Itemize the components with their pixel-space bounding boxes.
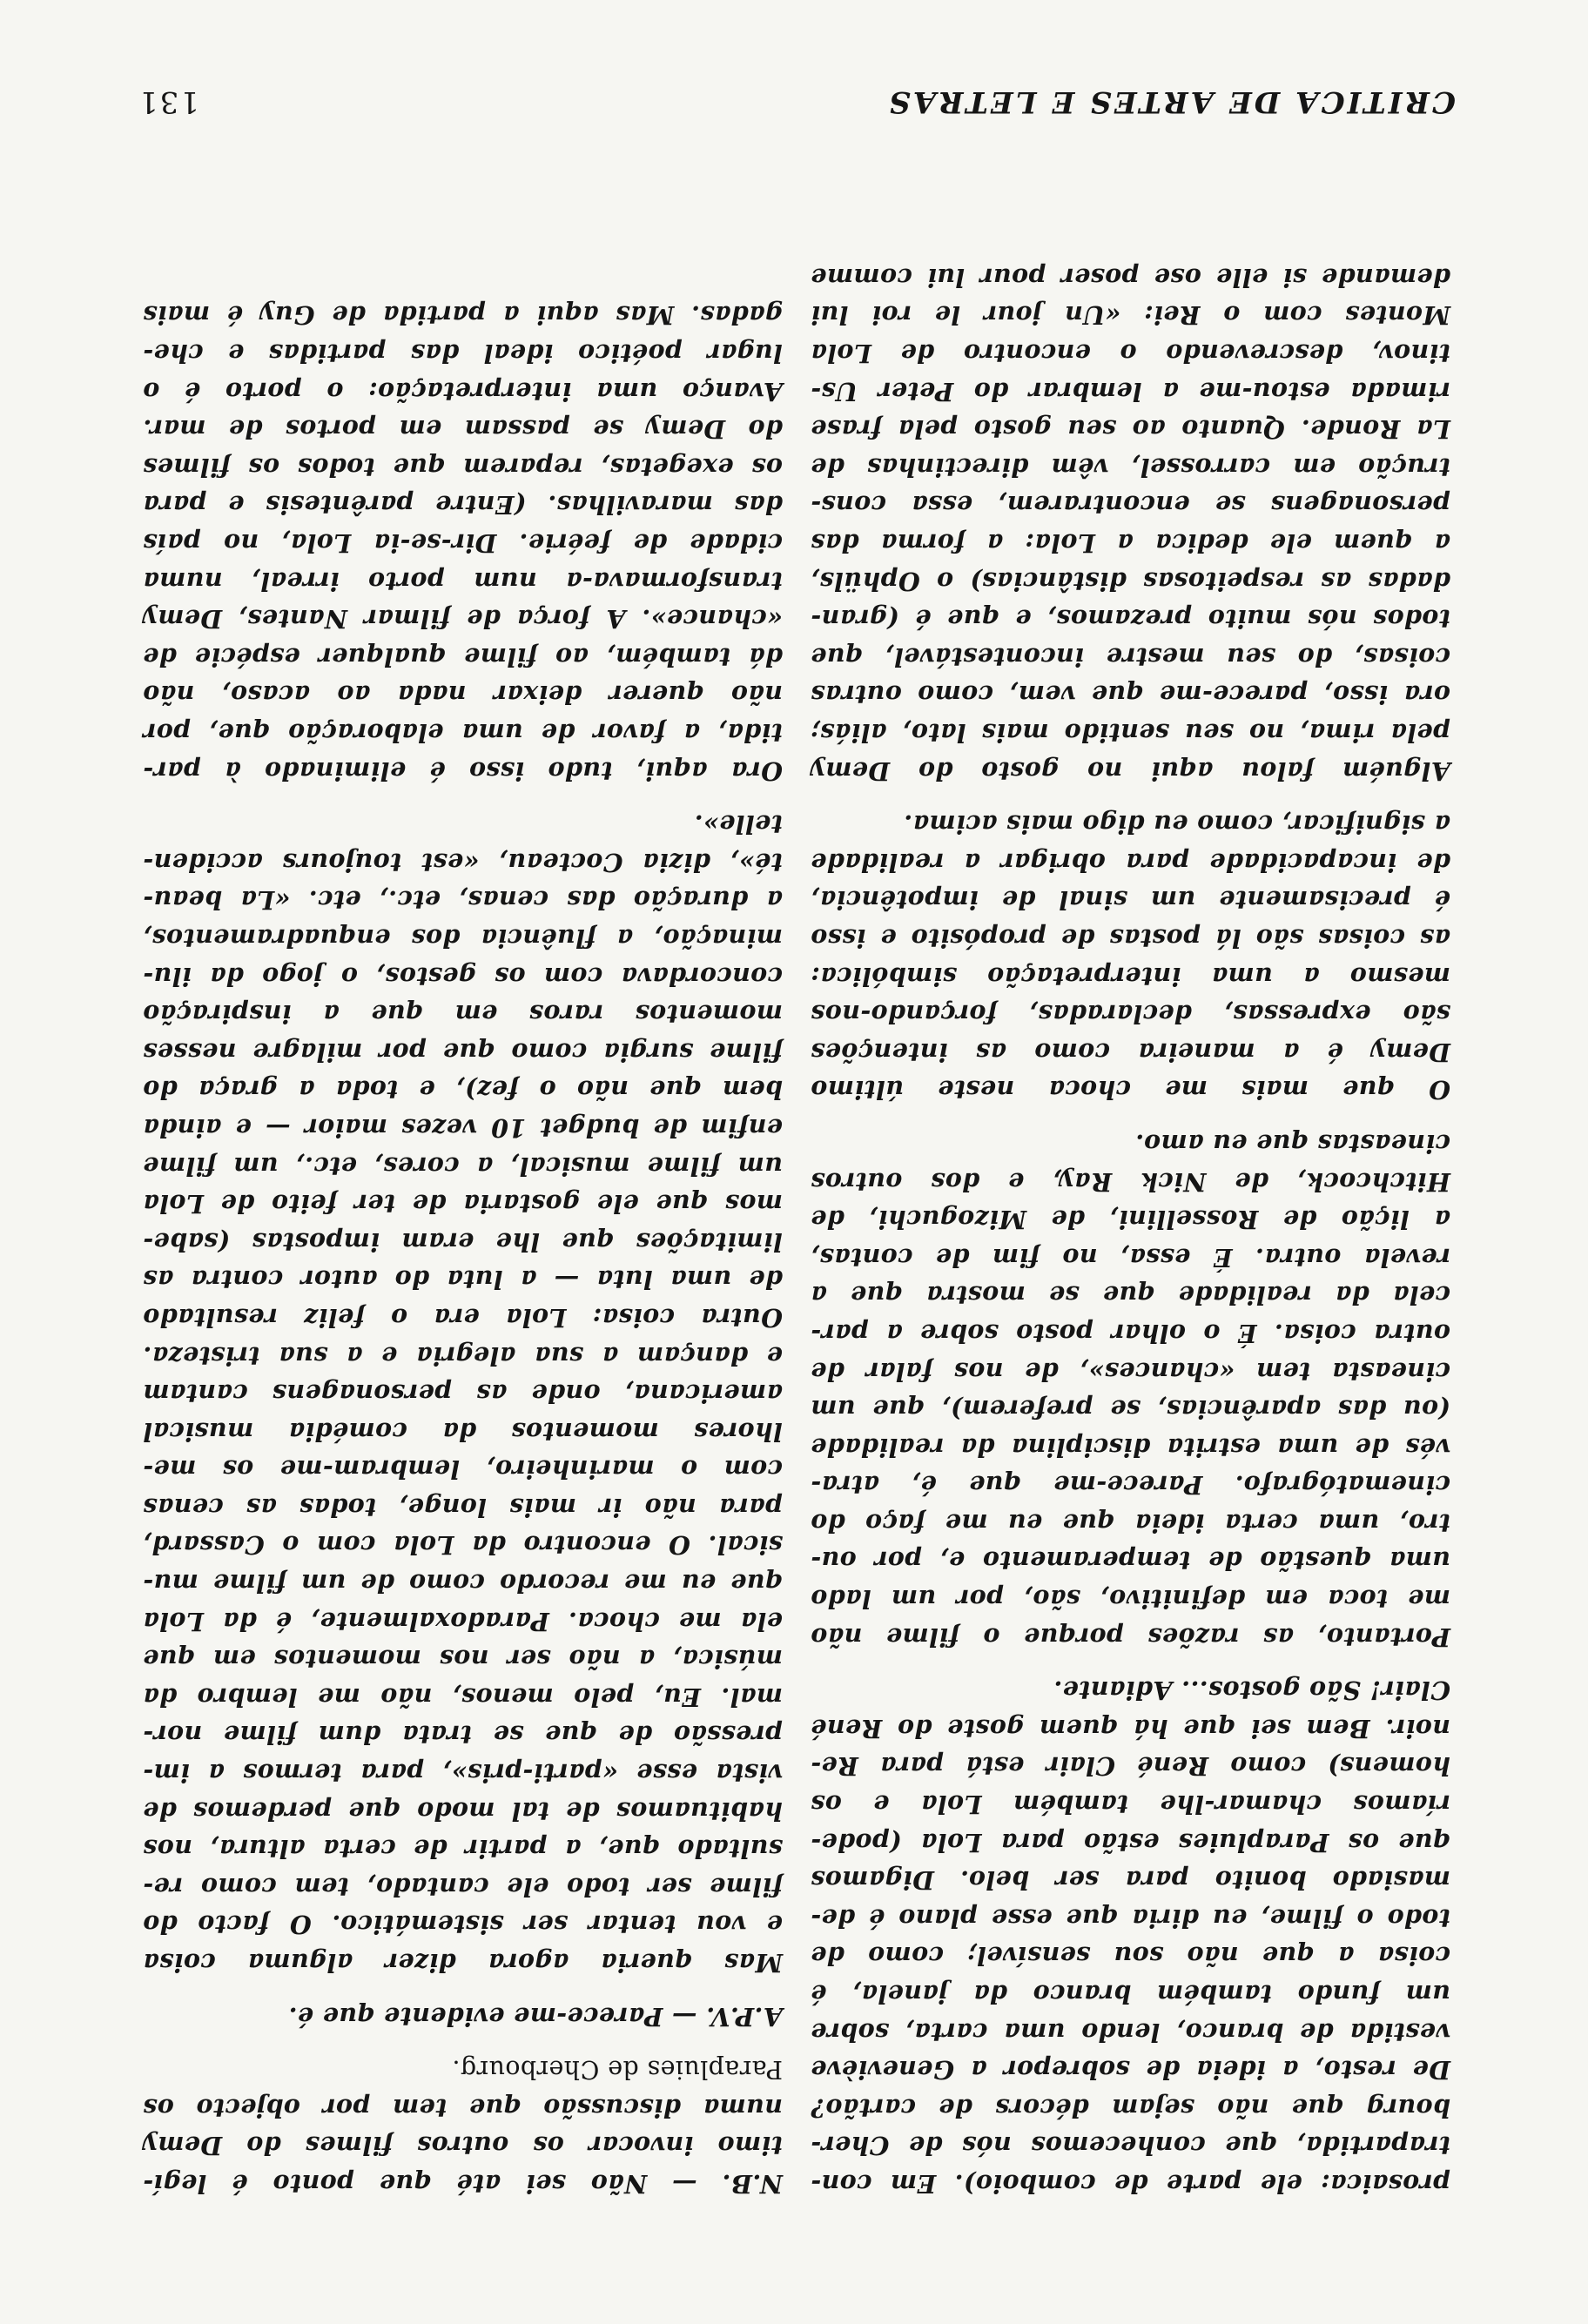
text-line: homens) como René Clair está para Re- bbox=[811, 1751, 1450, 1782]
text-line: um fundo também branco da janela, é bbox=[811, 1979, 1450, 2010]
text-line: vista esse «parti-pris», para termos a im- bbox=[143, 1758, 783, 1789]
text-line: enfim de budget 10 vezes maior — e ainda bbox=[143, 1112, 783, 1143]
text-line: música, a não ser nos momentos em que bbox=[143, 1644, 783, 1675]
text-line: O que mais me choca neste último bbox=[811, 1075, 1450, 1105]
text-line: personagens se encontrarem, essa cons- bbox=[811, 490, 1450, 521]
text-line: numa discussão que tem por objecto os bbox=[143, 2092, 783, 2123]
text-line: concordava com os gestos, o jogo da ilu- bbox=[143, 961, 783, 991]
text-line: e dançam a sua alegria e a sua tristeza. bbox=[143, 1340, 783, 1371]
text-line: coisas, do seu mestre incontestável, que bbox=[811, 641, 1450, 672]
text-line: lugar poético ideal das partidas e che- bbox=[143, 339, 783, 369]
text-line: masiado bonito para ser belo. Digamos bbox=[811, 1865, 1450, 1896]
text-line: cela da realidade que se mostra que a bbox=[811, 1280, 1450, 1311]
text-line: mos que ele gostaria de ter feito de Lola bbox=[143, 1189, 783, 1219]
text-line: bem que não o fez), e toda a graça do bbox=[143, 1075, 783, 1105]
text-line: me toca em definitivo, são, por um lado bbox=[811, 1584, 1450, 1615]
text-line: sultado que, a partir de certa altura, nos bbox=[143, 1834, 783, 1864]
text-line: lhores momentos da comédia musical bbox=[143, 1416, 783, 1447]
text-line: cineasta tem «chances», de nos falar de bbox=[811, 1356, 1450, 1387]
text-line: ela me choca. Paradoxalmente, é da Lola bbox=[143, 1606, 783, 1636]
text-line: é precisamente um sinal de impotência, bbox=[811, 885, 1450, 916]
text-line: são expressas, declaradas, forçando-nos bbox=[811, 999, 1450, 1030]
text-line: de incapacidade para obrigar a realidade bbox=[811, 847, 1450, 877]
text-line: cinematógrafo. Parece-me que é, atra- bbox=[811, 1470, 1450, 1501]
paragraph bbox=[811, 258, 1450, 789]
text-line: Parapluies de Cherbourg. bbox=[452, 2055, 783, 2085]
text-line: um filme musical, a cores, etc., um filme bbox=[143, 1151, 783, 1181]
text-line: a lição de Rossellini, de Mizoguchi, de bbox=[811, 1205, 1450, 1235]
text-line: Ora aqui, tudo isso é eliminado à par- bbox=[143, 756, 783, 786]
text-line: té», dizia Cocteau, «est toujours acciden- bbox=[143, 847, 783, 877]
text-line: ora isso, parece-me que vem, como outras bbox=[811, 680, 1450, 710]
right-column bbox=[143, 296, 783, 2202]
text-line: de uma luta — a luta do autor contra as bbox=[143, 1265, 783, 1295]
text-line: filme ser todo ele cantado, tem como re- bbox=[143, 1871, 783, 1902]
text-line: pressão de que se trata dum filme nor- bbox=[143, 1720, 783, 1750]
text-line: Avanço uma interpretação: o porto é o bbox=[143, 376, 783, 406]
text-line: rimada estou-me a lembrar do Peter Us- bbox=[811, 376, 1450, 406]
text-line: que eu me recordo como de um filme mu- bbox=[143, 1568, 783, 1599]
text-line: uma questão de temperamento e, por ou- bbox=[811, 1546, 1450, 1576]
text-line: americana, onde as personagens cantam bbox=[143, 1379, 783, 1409]
text-line: ríamos chamar-lhe também Lola e os bbox=[811, 1790, 1450, 1820]
text-line: gadas. Mas aqui a partida de Guy é mais bbox=[143, 300, 783, 331]
text-line: que os Parapluies estão para Lola (pode- bbox=[811, 1827, 1450, 1857]
text-line: A.P.V. — Parece-me evidente que é. bbox=[288, 2001, 783, 2032]
text-line: Outra coisa: Lola era o feliz resultado bbox=[143, 1302, 783, 1333]
text-line: bourg que não sejam décors de cartão? bbox=[811, 2092, 1450, 2123]
text-line: habituamos de tal modo que perdemos de bbox=[143, 1796, 783, 1826]
text-line: timo invocar os outros filmes do Demy bbox=[143, 2131, 783, 2161]
text-line: pela rima, no seu sentido mais lato, aliás; bbox=[811, 718, 1450, 749]
paragraph bbox=[811, 1124, 1450, 1655]
text-line: demande si elle ose poser pour lui comme bbox=[811, 262, 1450, 292]
text-line: a duração das cenas, etc., etc. «La beau- bbox=[143, 885, 783, 916]
text-line: De resto, a ideia de sobrepor a Geneviève bbox=[811, 2055, 1450, 2086]
journal-title: CRITICA DE ARTES E LETRAS bbox=[886, 84, 1456, 119]
running-header bbox=[138, 67, 1456, 119]
text-line: vés de uma estrita disciplina da realidade bbox=[811, 1432, 1450, 1462]
text-line: coisa a que não sou sensível; como de bbox=[811, 1941, 1450, 1971]
text-line: outra coisa. É o olhar posto sobre a par- bbox=[811, 1318, 1450, 1348]
text-line: Demy é a maneira como as intenções bbox=[811, 1037, 1450, 1067]
text-line: momentos raros em que a inspiração bbox=[143, 999, 783, 1030]
paragraph bbox=[811, 805, 1450, 1109]
text-line: N.B. — Não sei até que ponto é legí- bbox=[143, 2169, 783, 2199]
page-number: 131 bbox=[138, 84, 199, 119]
text-line: prosaica: ele parte de comboio). Em con- bbox=[811, 2169, 1450, 2199]
text-line: (ou das aparências, se preferem), que um bbox=[811, 1394, 1450, 1425]
text-line: trapartida, que conhecemos nós de Cher- bbox=[811, 2131, 1450, 2161]
paragraph-nb bbox=[143, 2051, 783, 2202]
text-line: para não ir mais longe, todas as cenas bbox=[143, 1492, 783, 1522]
text-line: do Demy se passam em portos de mar. bbox=[143, 414, 783, 445]
text-line: tida, a favor de uma elaboração que, por bbox=[143, 718, 783, 749]
left-column bbox=[811, 258, 1450, 2202]
text-line: a quem ele dedica a Lola: a forma das bbox=[811, 528, 1450, 559]
text-line: trução em carrossel, vêm directinhas de bbox=[811, 452, 1450, 482]
text-line: mal. Eu, pelo menos, não me lembro da bbox=[143, 1682, 783, 1712]
paragraph-apv bbox=[143, 1997, 783, 2035]
text-line: e vou tentar ser sistemático. O facto do bbox=[143, 1910, 783, 1940]
text-line: Clair! São gostos... Adiante. bbox=[1053, 1676, 1450, 1706]
text-line: Alguém falou aqui no gosto do Demy bbox=[811, 756, 1450, 786]
text-line: Mas queria agora dizer alguma coisa bbox=[143, 1948, 783, 1978]
text-line: noir. Bem sei que há quem goste do René bbox=[811, 1713, 1450, 1743]
text-line: sical. O encontro da Lola com o Cassard, bbox=[143, 1530, 783, 1561]
text-line: os exegetas, reparem que todos os filmes bbox=[143, 452, 783, 482]
text-line: revela outra. É essa, no fim de contas, bbox=[811, 1242, 1450, 1273]
text-line: todo o filme, eu diria que esse plano é de- bbox=[811, 1903, 1450, 1933]
text-line: tinov, descrevendo o encontro de Lola bbox=[811, 339, 1450, 369]
paragraph bbox=[811, 1671, 1450, 2202]
text-line: Hitchcock, de Nick Ray, e dos outros bbox=[811, 1166, 1450, 1197]
text-line: limitações que lhe eram impostas (sabe- bbox=[143, 1226, 783, 1257]
text-line: transformava-a num porto irreal, numa bbox=[143, 566, 783, 596]
text-line: não querer deixar nada ao acaso, não bbox=[143, 680, 783, 710]
text-line: cineastas que eu amo. bbox=[1134, 1128, 1450, 1159]
text-line: cidade de feérie. Dir-se-ia Lola, no país bbox=[143, 528, 783, 559]
text-line: Montes com o Rei: «Un jour le roi lui bbox=[811, 300, 1450, 331]
text-line: mesmo a uma interpretação simbólica: bbox=[811, 961, 1450, 991]
text-line: dá também, ao filme qualquer espécie de bbox=[143, 641, 783, 672]
text-line: filme surgia como que por milagre nesses bbox=[143, 1037, 783, 1067]
text-line: dadas as respeitosas distâncias) o Ophüls, bbox=[811, 566, 1450, 596]
text-line: «chance». A força de filmar Nantes, Demy bbox=[143, 604, 783, 635]
text-line: das maravilhas. (Entre parêntesis e para bbox=[143, 490, 783, 521]
text-line: Portanto, as razões porque o filme não bbox=[811, 1622, 1450, 1652]
text-line: com o marinheiro, lembram-me os me- bbox=[143, 1454, 783, 1485]
text-line: as coisas são lá postas de propósito e isso bbox=[811, 924, 1450, 953]
text-line: vestida de branco, lendo uma carta, sobre bbox=[811, 2017, 1450, 2047]
text-line: tro, uma certa ideia que eu me faço do bbox=[811, 1508, 1450, 1538]
paragraph bbox=[143, 296, 783, 789]
text-line: La Ronde. Quanto ao seu gosto pela frase bbox=[811, 414, 1450, 445]
text-line: telle». bbox=[694, 809, 783, 840]
paragraph bbox=[143, 805, 783, 1981]
text-line: minação, a fluência dos enquadramentos, bbox=[143, 924, 783, 953]
text-line: a significar, como eu digo mais acima. bbox=[903, 809, 1450, 840]
text-line: todos nós muito prezamos, e que é (gran- bbox=[811, 604, 1450, 635]
